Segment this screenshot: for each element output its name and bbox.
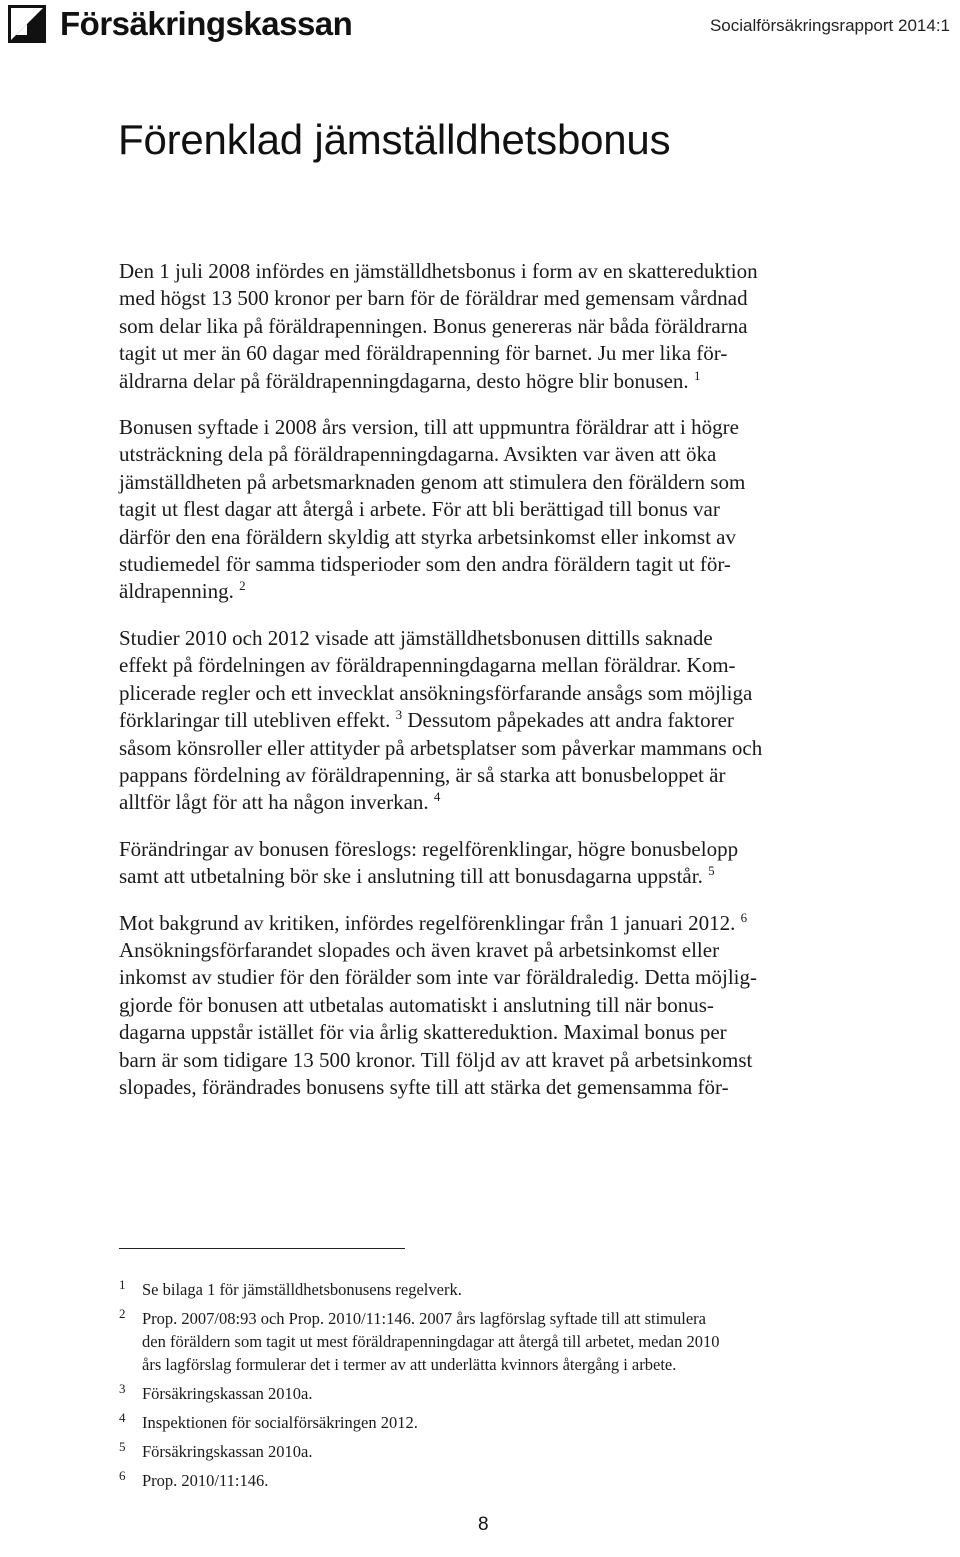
paragraph-4: [119, 836, 849, 891]
footnote-line: den föräldern som tagit ut mest föräldrapenningdagar att återgå till arbetet, medan 2010: [142, 1332, 720, 1351]
text-line: [119, 863, 849, 890]
text-line: pappans fördelning av föräldrapenning, är så starka att bonusbeloppet är: [119, 762, 726, 787]
paragraph-1: [119, 258, 849, 395]
report-label: Socialförsäkringsrapport 2014:1: [709, 16, 950, 35]
footnote-text: [142, 1469, 849, 1492]
footnote-ref[interactable]: 3: [395, 707, 403, 723]
text-line: inkomst av studier för den förälder som inte var föräldraledig. Detta möjlig-: [119, 965, 757, 990]
page-header: [0, 0, 960, 48]
footnote-number: 3: [119, 1381, 126, 1396]
text-line: plicerade regler och ett invecklat ansökningsförfarande ansågs som möjliga: [119, 680, 753, 705]
footnote-ref[interactable]: 2: [239, 578, 246, 594]
text-line: Förändringar av bonusen föreslogs: regelförenklingar, högre bonusbelopp: [119, 836, 739, 861]
footnote-ref[interactable]: 6: [740, 909, 748, 925]
footnote: [119, 1278, 849, 1301]
footnote-number: 4: [119, 1410, 126, 1425]
footnote: [119, 1411, 849, 1434]
text-line: Bonusen syftade i 2008 års version, till att uppmuntra föräldrar att i högre: [119, 415, 739, 440]
footnote: [119, 1440, 849, 1463]
text-line: studiemedel för samma tidsperioder som den andra föräldern tagit ut för-: [119, 552, 731, 577]
text-segment: äldrarna delar på föräldrapenningdagarna, desto högre blir bonusen.: [119, 368, 689, 393]
text-segment: alltför lågt för att ha någon inverkan.: [119, 790, 429, 815]
text-line: såsom könsroller eller attityder på arbetsplatser som påverkar mammans och: [119, 735, 763, 760]
text-line: dagarna uppstår istället för via årlig skattereduktion. Maximal bonus per: [119, 1020, 727, 1045]
footnote-line: Prop. 2007/08:93 och Prop. 2010/11:146. 2007 års lagförslag syftade till att stimulera: [142, 1309, 706, 1328]
text-segment: äldrapenning.: [119, 579, 234, 604]
footnote-ref[interactable]: 1: [693, 367, 701, 383]
text-line: [119, 910, 849, 937]
paragraph-5: [119, 910, 849, 1102]
text-line: Den 1 juli 2008 infördes en jämställdhetsbonus i form av en skattereduktion: [119, 259, 758, 283]
footnote-line: Försäkringskassan 2010a.: [142, 1442, 313, 1461]
text-line: [119, 368, 849, 395]
text-line: tagit ut flest dagar att återgå i arbete. För att bli berättigad till bonus var: [119, 497, 720, 522]
text-line: barn är som tidigare 13 500 kronor. Till följd av att kravet på arbetsinkomst: [119, 1047, 753, 1072]
page-title: Förenklad jämställdhetsbonus: [118, 116, 671, 163]
brand-logo: [8, 4, 352, 44]
paragraph-2: [119, 414, 849, 606]
text-line: slopades, förändrades bonusens syfte till att stärka det gemensamma för-: [119, 1074, 729, 1099]
footnote-number: 5: [119, 1439, 126, 1454]
text-segment: Dessutom påpekades att andra faktorer: [402, 708, 734, 733]
text-line: därför den ena föräldern skyldig att styrka arbetsinkomst eller inkomst av: [119, 524, 736, 549]
text-line: tagit ut mer än 60 dagar med föräldrapenning för barnet. Ju mer lika för-: [119, 341, 728, 366]
text-line: Studier 2010 och 2012 visade att jämställdhetsbonusen dittills saknade: [119, 625, 713, 650]
footnote-text: [142, 1382, 849, 1405]
text-segment: förklaringar till utebliven effekt.: [119, 708, 391, 733]
text-segment: samt att utbetalning bör ske i anslutning till att bonusdagarna uppstår.: [119, 864, 703, 889]
page-number: 8: [478, 1514, 489, 1535]
footnote: [119, 1382, 849, 1405]
footnote-number: 1: [119, 1277, 126, 1292]
footnote-text: [142, 1440, 849, 1463]
footnote-text: [142, 1278, 849, 1301]
footnote-line: års lagförslag formulerar det i termer av att underlätta kvinnors återgång i arbete.: [142, 1355, 677, 1374]
text-line: med högst 13 500 kronor per barn för de föräldrar med gemensam vårdnad: [119, 286, 748, 311]
text-line: effekt på fördelningen av föräldrapenningdagarna mellan föräldrar. Kom-: [119, 653, 736, 678]
text-line: jämställdheten på arbetsmarknaden genom att stimulera den föräldern som: [119, 469, 746, 494]
text-line: [119, 789, 849, 816]
footnote: [119, 1307, 849, 1376]
brand-name: Försäkringskassan: [60, 5, 353, 42]
footnote-line: Försäkringskassan 2010a.: [142, 1384, 313, 1403]
footnote-ref[interactable]: 5: [708, 863, 715, 879]
footnotes: [119, 1278, 849, 1498]
footnote-number: 2: [119, 1306, 126, 1321]
footnote-divider: [119, 1248, 405, 1249]
footnote: [119, 1469, 849, 1492]
text-line: utsträckning dela på föräldrapenningdagarna. Avsikten var även att öka: [119, 442, 717, 467]
paragraph-3: [119, 625, 849, 817]
body-text: [119, 258, 849, 1120]
text-segment: Mot bakgrund av kritiken, infördes regelförenklingar från 1 januari 2012.: [119, 910, 736, 935]
footnote-text: [142, 1411, 849, 1434]
text-line: Ansökningsförfarandet slopades och även kravet på arbetsinkomst eller: [119, 937, 720, 962]
forsakringskassan-logo-icon: [8, 5, 46, 43]
footnote-line: Inspektionen för socialförsäkringen 2012.: [142, 1413, 418, 1432]
footnote-number: 6: [119, 1468, 126, 1483]
footnote-ref[interactable]: 4: [433, 789, 441, 805]
text-line: gjorde för bonusen att utbetalas automatiskt i anslutning till när bonus-: [119, 992, 714, 1017]
text-line: som delar lika på föräldrapenningen. Bonus genereras när båda föräldrarna: [119, 313, 748, 338]
text-line: [119, 578, 849, 605]
footnote-line: Se bilaga 1 för jämställdhetsbonusens regelverk.: [142, 1280, 462, 1299]
text-line: [119, 707, 849, 734]
footnote-text: [142, 1307, 849, 1376]
footnote-line: Prop. 2010/11:146.: [142, 1471, 269, 1490]
